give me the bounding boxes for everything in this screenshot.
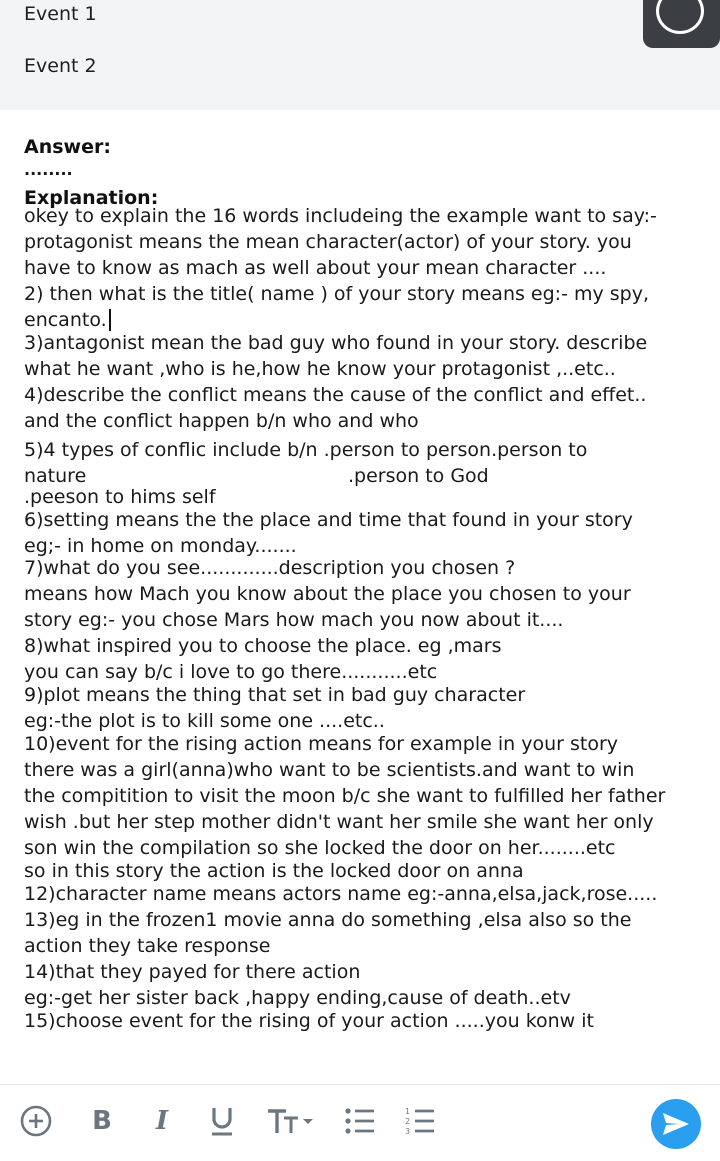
text-line: eg:-get her sister back ,happy ending,cause of death..etv [24, 987, 571, 1009]
text-line: you can say b/c i love to go there...........etc [24, 661, 438, 683]
text-line: 13)eg in the frozen1 movie anna do something ,elsa also so the [24, 909, 632, 931]
text-line: 3)antagonist mean the bad guy who found in your story. describe [24, 332, 648, 354]
text-size-button[interactable] [266, 1101, 316, 1141]
text-line: eg;- in home on monday....... [24, 535, 297, 557]
previous-answers-section [0, 0, 720, 110]
formatting-toolbar [0, 1084, 720, 1161]
camera-shutter-icon [656, 0, 704, 34]
text-line: so in this story the action is the locked door on anna [24, 860, 524, 882]
text-line: 14)that they payed for there action [24, 961, 361, 983]
add-attachment-button[interactable] [16, 1101, 56, 1141]
text-line: there was a girl(anna)who want to be scientists.and want to win [24, 759, 635, 781]
text-line: story eg:- you chose Mars how mach you now about it.... [24, 609, 564, 631]
answer-heading: Answer: [24, 136, 111, 158]
text-line: .peeson to hims self [24, 486, 216, 508]
text-line: protagonist means the mean character(actor) of your story. you [24, 231, 632, 253]
svg-text:3: 3 [405, 1127, 411, 1136]
text-line: 8)what inspired you to choose the place. eg ,mars [24, 635, 502, 657]
event-2-label: Event 2 [24, 55, 97, 77]
svg-text:2: 2 [405, 1117, 411, 1126]
text-line: 4)describe the conflict means the cause of the conflict and effet.. [24, 384, 647, 406]
text-line: 7)what do you see.............description you chosen ? [24, 557, 516, 579]
text-line: nature [24, 465, 87, 487]
text-line: 2) then what is the title( name ) of your story means eg:- my spy, [24, 283, 650, 305]
text-line: encanto. [24, 309, 107, 331]
answer-dots: ........ [24, 160, 73, 179]
event-1-label: Event 1 [24, 3, 97, 25]
send-icon [661, 1111, 691, 1137]
text-line: the compitition to visit the moon b/c she want to fulfilled her father [24, 785, 666, 807]
text-line: okey to explain the 16 words includeing the example want to say:- [24, 205, 657, 227]
camera-button[interactable] [643, 0, 720, 48]
underline-button[interactable] [202, 1101, 242, 1141]
text-line: 6)setting means the the place and time that found in your story [24, 509, 633, 531]
text-line: 10)event for the rising action means for example in your story [24, 733, 619, 755]
italic-button[interactable]: I [155, 1106, 169, 1136]
text-size-icon [266, 1105, 316, 1137]
text-line: have to know as mach as well about your mean character .... [24, 257, 607, 279]
text-line: action they take response [24, 935, 271, 957]
text-line: means how Mach you know about the place you chosen to your [24, 583, 631, 605]
numbered-list-icon [404, 1106, 436, 1136]
text-line: .person to God [348, 465, 489, 487]
text-line: son win the compilation so she locked the door on her........etc [24, 837, 616, 859]
underline-icon [208, 1105, 236, 1137]
text-line: and the conflict happen b/n who and who [24, 410, 419, 432]
plus-circle-icon [19, 1104, 53, 1138]
text-line: 5)4 types of conflic include b/n .person to person.person to [24, 439, 588, 461]
text-line: 15)choose event for the rising of your action .....you konw it [24, 1010, 594, 1032]
bold-button[interactable]: B [92, 1106, 112, 1136]
text-line: what he want ,who is he,how he know your protagonist ,..etc.. [24, 358, 616, 380]
numbered-list-button[interactable] [400, 1101, 440, 1141]
text-line: 12)character name means actors name eg:-anna,elsa,jack,rose..... [24, 883, 658, 905]
bullet-list-icon [344, 1107, 376, 1135]
svg-text:1: 1 [405, 1107, 411, 1116]
text-line: eg:-the plot is to kill some one ....etc.. [24, 710, 385, 732]
text-line: 9)plot means the thing that set in bad guy character [24, 684, 526, 706]
text-caret [109, 309, 111, 331]
explanation-heading: Explanation: [24, 187, 159, 209]
send-button[interactable] [651, 1099, 701, 1149]
text-line: wish .but her step mother didn't want her smile she want her only [24, 811, 654, 833]
bullet-list-button[interactable] [340, 1101, 380, 1141]
